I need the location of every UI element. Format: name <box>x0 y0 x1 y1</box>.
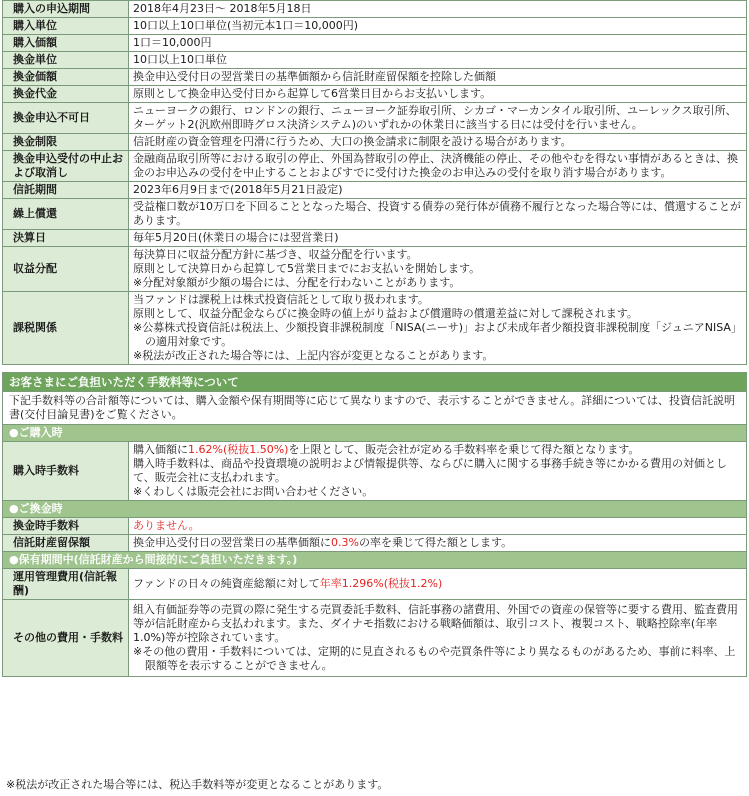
terms-row <box>3 1 747 18</box>
terms-row <box>3 230 747 247</box>
management-fee-rate: 年率1.296%(税抜1.2%) <box>319 577 443 590</box>
value-other-fees <box>129 600 747 677</box>
terms-label: 換金代金 <box>3 86 129 103</box>
other-fees-line1: 組入有価証券等の売買の際に発生する売買委託手数料、信託事務の諸費用、外国での資産の保管等に要する費用、監査費用等が信託財産から支払われます。また、ダイナモ指数における戦略価額は、取引コスト、複製コスト、戦略控除率(年率1.0%)等が控除されています。 <box>133 603 738 644</box>
terms-value <box>129 134 747 151</box>
terms-value-line: 信託財産の資金管理を円滑に行うため、大口の換金請求に制限を設ける場合があります。 <box>133 135 572 148</box>
terms-value <box>129 151 747 182</box>
value-management-fee: ファンドの日々の純資産総額に対して年率1.296%(税抜1.2%) <box>129 569 747 600</box>
label-redemption-fee: 換金時手数料 <box>3 518 129 535</box>
fees-intro: 下記手数料等の合計額等については、購入金額や保有期間等に応じて異なりますので、表示することができません。詳細については、投資信託説明書(交付目論見書)をご覧ください。 <box>3 392 747 425</box>
purchase-fee-note: ※くわしくは販売会社にお問い合わせください。 <box>133 485 374 498</box>
footnote: ※税法が改正された場合等には、税込手数料等が変更となることがあります。 <box>6 778 389 791</box>
terms-label: 換金制限 <box>3 134 129 151</box>
terms-value-line: 原則として決算日から起算して5営業日までにお支払いを開始します。 <box>133 262 481 275</box>
terms-row <box>3 199 747 230</box>
terms-value <box>129 182 747 199</box>
terms-value-line: 金融商品取引所等における取引の停止、外国為替取引の停止、決済機能の停止、その他やむを得ない事情があるときは、換金のお申込みの受付を中止することおよびすでに受付けた換金のお申込みの受付を取り消す場合があります。 <box>133 152 738 179</box>
terms-label: 換金価額 <box>3 69 129 86</box>
terms-value-line: 10口以上10口単位 <box>133 53 227 66</box>
fees-table <box>2 372 747 677</box>
row-purchase-fee <box>3 442 747 501</box>
terms-row <box>3 182 747 199</box>
terms-value-line: 原則として、収益分配金ならびに換金時の値上がり益および償還時の償還差益に対して課税されます。 <box>133 307 638 320</box>
label-other-fees: その他の費用・手数料 <box>3 600 129 677</box>
label-management-fee: 運用管理費用(信託報酬) <box>3 569 129 600</box>
row-redemption-fee <box>3 518 747 535</box>
terms-row <box>3 18 747 35</box>
terms-label: 換金単位 <box>3 52 129 69</box>
terms-label: 信託期間 <box>3 182 129 199</box>
purchase-fee-line2: 購入時手数料は、商品や投資環境の説明および情報提供等、ならびに購入に関する事務手続き等にかかる費用の対価として、販売会社に支払われます。 <box>133 457 727 484</box>
terms-value-line: 1口＝10,000円 <box>133 36 212 49</box>
terms-label: 購入の申込期間 <box>3 1 129 18</box>
terms-label: 決算日 <box>3 230 129 247</box>
terms-row <box>3 247 747 292</box>
purchase-fee-line1: 購入価額に1.62%(税抜1.50%)を上限として、販売会社が定める手数料率を乗じて得た額となります。 <box>133 443 640 456</box>
terms-value-line: 受益権口数が10万口を下回ることとなった場合、投資する債券の発行体が債務不履行となった場合等には、償還することがあります。 <box>133 200 741 227</box>
terms-value <box>129 69 747 86</box>
value-redemption-fee: ありません。 <box>129 518 747 535</box>
terms-row <box>3 151 747 182</box>
terms-row <box>3 69 747 86</box>
value-trust-reserve: 換金申込受付日の翌営業日の基準価額に0.3%の率を乗じて得た額とします。 <box>129 535 747 552</box>
purchase-fee-rate: 1.62%(税抜1.50%) <box>188 443 289 456</box>
terms-label: 購入単位 <box>3 18 129 35</box>
terms-label: 換金申込受付の中止および取消し <box>3 151 129 182</box>
terms-value <box>129 86 747 103</box>
terms-value-line: 毎決算日に収益分配方針に基づき、収益分配を行います。 <box>133 248 418 261</box>
terms-label: 繰上償還 <box>3 199 129 230</box>
terms-value-line: 10口以上10口単位(当初元本1口＝10,000円) <box>133 19 359 32</box>
section-purchase: ●ご購入時 <box>3 425 747 442</box>
section-redemption: ●ご換金時 <box>3 501 747 518</box>
row-management-fee <box>3 569 747 600</box>
terms-value-line: ※税法が改正された場合等には、上記内容が変更となることがあります。 <box>133 349 494 362</box>
terms-row <box>3 103 747 134</box>
terms-value-line: ※公募株式投資信託は税法上、少額投資非課税制度「NISA(ニーサ)」および未成年者少額投資非課税制度「ジュニアNISA」の適用対象です。 <box>133 321 742 348</box>
trust-reserve-rate: 0.3% <box>331 536 359 549</box>
terms-label: 購入価額 <box>3 35 129 52</box>
terms-row <box>3 35 747 52</box>
terms-value-line: 換金申込受付日の翌営業日の基準価額から信託財産留保額を控除した価額 <box>133 70 496 83</box>
row-other-fees <box>3 600 747 677</box>
terms-value <box>129 35 747 52</box>
terms-label: 課税関係 <box>3 292 129 365</box>
terms-value <box>129 247 747 292</box>
terms-value-line: 2023年6月9日まで(2018年5月21日設定) <box>133 183 343 196</box>
terms-row <box>3 86 747 103</box>
terms-value <box>129 103 747 134</box>
terms-value-line: 2018年4月23日～ 2018年5月18日 <box>133 2 312 15</box>
terms-label: 換金申込不可日 <box>3 103 129 134</box>
terms-value-line: 当ファンドは課税上は株式投資信託として取り扱われます。 <box>133 293 429 306</box>
terms-value <box>129 199 747 230</box>
terms-value-line: ※分配対象額が少額の場合には、分配を行わないことがあります。 <box>133 276 461 289</box>
terms-value <box>129 292 747 365</box>
terms-row <box>3 134 747 151</box>
section-holding: ●保有期間中(信託財産から間接的にご負担いただきます。) <box>3 552 747 569</box>
fees-header: お客さまにご負担いただく手数料等について <box>3 373 747 392</box>
fund-terms-table <box>2 0 747 365</box>
terms-value-line: 毎年5月20日(休業日の場合には翌営業日) <box>133 231 339 244</box>
label-purchase-fee: 購入時手数料 <box>3 442 129 501</box>
terms-value <box>129 230 747 247</box>
terms-row <box>3 292 747 365</box>
terms-value-line: ニューヨークの銀行、ロンドンの銀行、ニューヨーク証券取引所、シカゴ・マーカンタイル取引所、ユーレックス取引所、ターゲット2(汎欧州即時グロス決済システム)のいずれかの休業日に該当する日には受付を行いません。 <box>133 104 737 131</box>
terms-value <box>129 1 747 18</box>
terms-row <box>3 52 747 69</box>
terms-value-line: 原則として換金申込受付日から起算して6営業日目からお支払いします。 <box>133 87 492 100</box>
terms-label: 収益分配 <box>3 247 129 292</box>
other-fees-note: ※その他の費用・手数料については、定期的に見直されるものや売買条件等により異なるものがあるため、事前に料率、上限額等を表示することができません。 <box>133 645 736 672</box>
value-purchase-fee <box>129 442 747 501</box>
terms-value <box>129 52 747 69</box>
label-trust-reserve: 信託財産留保額 <box>3 535 129 552</box>
terms-value <box>129 18 747 35</box>
row-trust-reserve <box>3 535 747 552</box>
